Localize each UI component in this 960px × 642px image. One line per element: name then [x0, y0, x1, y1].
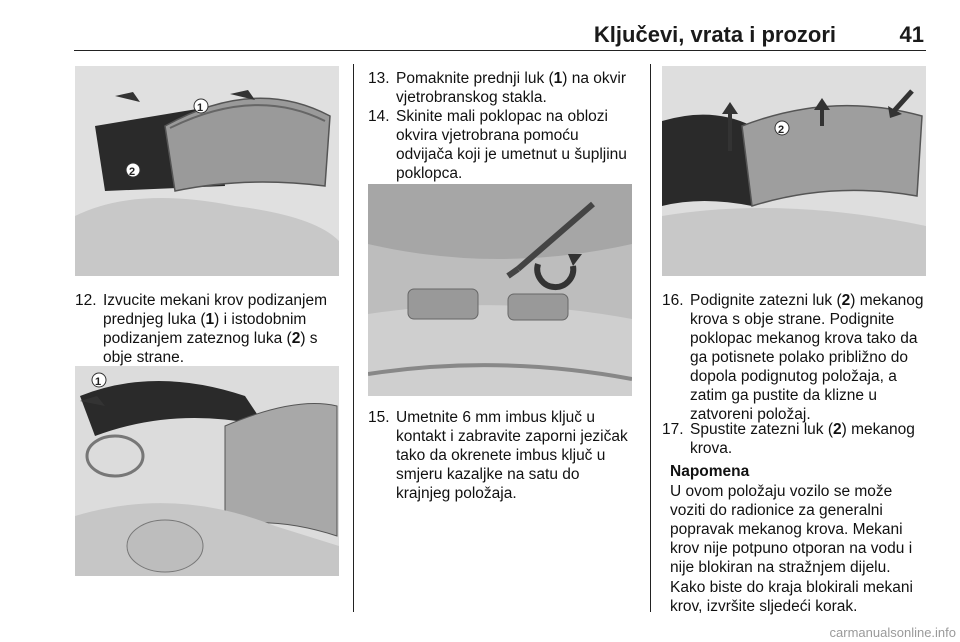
fig2-callout-1: 1: [95, 376, 102, 388]
step-15: 15. Umetnite 6 mm imbus ključ u kontakt i zabravite zaporni jezičak tako da okrenete imbus ključ u smjeru kazaljke na satu do krajnjeg položaja.: [368, 409, 628, 502]
fig1-callout-1: 1: [197, 102, 204, 114]
column-divider-1: [353, 64, 354, 612]
note-heading: Napomena: [670, 463, 750, 480]
page-title: Ključevi, vrata i prozori: [593, 22, 836, 47]
figure-front-arc: [75, 366, 339, 576]
step-16: 16. Podignite zatezni luk (2) mekanog krova s obje strane. Podignite poklopac mekanog krova tako da ga potisnete polako približno do dopola podignutog položaja, a zatim ga pustite da klizne u zatvoreni položaj.: [662, 292, 924, 423]
figure-hex-key: [368, 184, 632, 396]
column-divider-2: [650, 64, 651, 612]
page-header: [74, 0, 926, 52]
step-14: 14. Skinite mali poklopac na oblozi okvira vjetrobrana pomoću odvijača koji je umetnut u šupljinu poklopca.: [368, 108, 627, 182]
note-paragraph-2: Kako biste do kraja blokirali mekani krov, izvršite sljedeći korak.: [670, 579, 913, 615]
step-17: 17. Spustite zatezni luk (2) mekanog krova.: [662, 421, 915, 457]
step-13: 13. Pomaknite prednji luk (1) na okvir vjetrobranskog stakla.: [368, 70, 627, 106]
figure-tension-arc: [662, 66, 926, 276]
note-paragraph-1: U ovom položaju vozilo se može voziti do radionice za generalni popravak mekanog krova. Mekani krov nije potpuno otporan na vodu i nije blokiran na stražnjem dijelu.: [670, 483, 913, 576]
header-rule: [74, 50, 926, 51]
watermark: carmanualsonline.info: [829, 625, 956, 640]
fig1-callout-2: 2: [129, 166, 136, 178]
step-12: 12. Izvucite mekani krov podizanjem prednjeg luka (1) i istodobnim podizanjem zateznog luka (2) s obje strane.: [75, 292, 327, 366]
page-number: 41: [899, 22, 924, 47]
fig4-callout-2: 2: [778, 124, 785, 136]
figure-roof-lift: [75, 66, 339, 276]
